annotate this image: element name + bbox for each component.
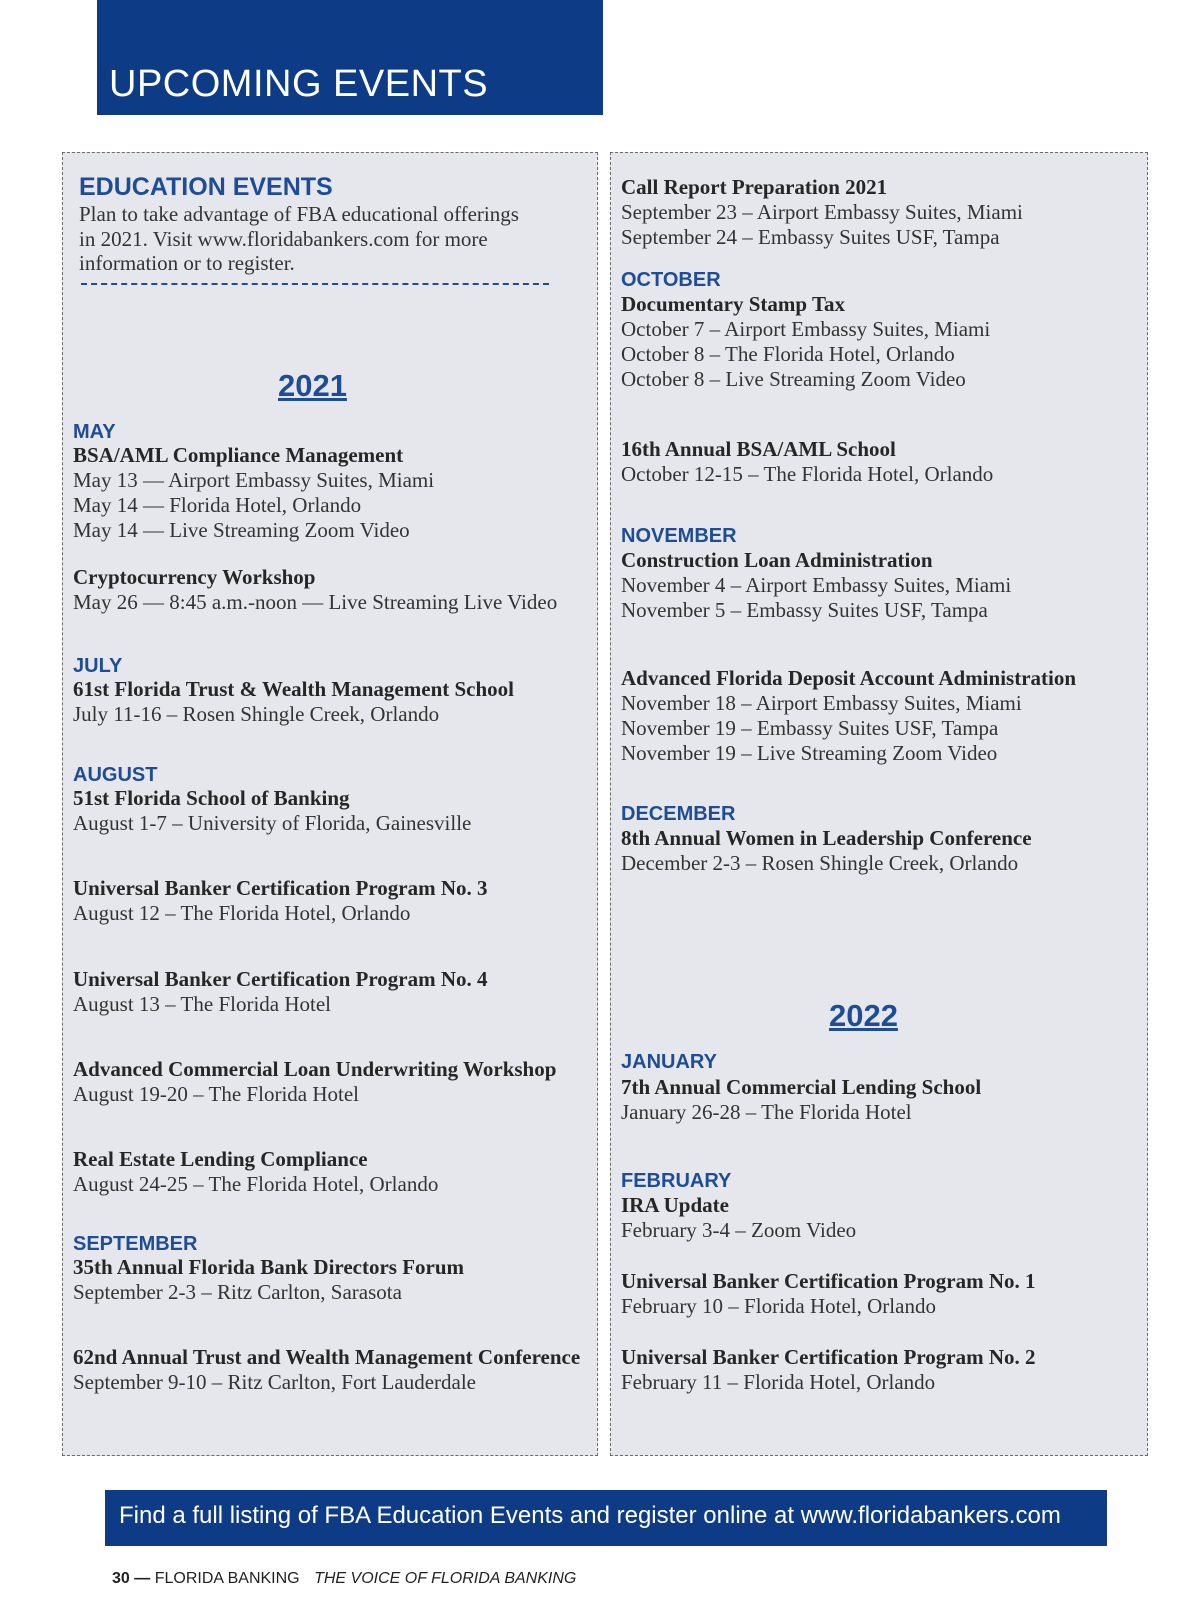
event-title: 51st Florida School of Banking [73, 786, 350, 810]
event-item [73, 1057, 556, 1107]
month-august: AUGUST [73, 764, 158, 786]
event-detail: December 2-3 – Rosen Shingle Creek, Orlando [621, 851, 1019, 875]
event-item [73, 677, 514, 727]
month-september: SEPTEMBER [73, 1233, 198, 1255]
intro-line-1: Plan to take advantage of FBA educational offerings [79, 202, 519, 226]
event-item [621, 437, 993, 487]
event-item [73, 1255, 464, 1305]
page-footer [112, 1570, 576, 1588]
event-item [621, 548, 1011, 623]
event-detail: August 1-7 – University of Florida, Gainesville [73, 811, 472, 835]
event-detail: May 14 — Live Streaming Zoom Video [73, 518, 410, 542]
section-divider [81, 283, 549, 285]
event-detail: August 24-25 – The Florida Hotel, Orlando [73, 1172, 439, 1196]
event-detail: November 5 – Embassy Suites USF, Tampa [621, 598, 988, 622]
event-title: BSA/AML Compliance Management [73, 443, 404, 467]
event-item [621, 826, 1032, 876]
event-detail: November 19 – Live Streaming Zoom Video [621, 741, 998, 765]
month-november: NOVEMBER [621, 525, 737, 547]
month-may: MAY [73, 421, 116, 443]
event-item [73, 443, 434, 543]
event-detail: January 26-28 – The Florida Hotel [621, 1100, 912, 1124]
event-detail: August 13 – The Florida Hotel [73, 992, 332, 1016]
event-detail: October 8 – The Florida Hotel, Orlando [621, 342, 955, 366]
publication-name: FLORIDA BANKING [154, 1570, 300, 1587]
event-item [73, 876, 488, 926]
event-detail: October 8 – Live Streaming Zoom Video [621, 367, 966, 391]
event-title: 62nd Annual Trust and Wealth Management Conference [73, 1345, 581, 1369]
event-detail: August 19-20 – The Florida Hotel [73, 1082, 360, 1106]
event-item [73, 1345, 580, 1395]
event-detail: May 14 — Florida Hotel, Orlando [73, 493, 362, 517]
event-detail: September 23 – Airport Embassy Suites, Miami [621, 200, 1023, 224]
page-number: 30 — [112, 1570, 151, 1587]
event-title: 8th Annual Women in Leadership Conference [621, 826, 1032, 850]
event-title: IRA Update [621, 1193, 729, 1217]
month-february: FEBRUARY [621, 1170, 732, 1192]
month-july: JULY [73, 655, 123, 677]
event-title: Universal Banker Certification Program No. 4 [73, 967, 488, 991]
publication-tagline: THE VOICE OF FLORIDA BANKING [314, 1570, 577, 1587]
event-title: 61st Florida Trust & Wealth Management School [73, 677, 514, 701]
education-events-heading: EDUCATION EVENTS [79, 173, 333, 201]
event-title: Construction Loan Administration [621, 548, 933, 572]
event-detail: September 9-10 – Ritz Carlton, Fort Lauderdale [73, 1370, 476, 1394]
event-item [73, 786, 471, 836]
event-detail: October 7 – Airport Embassy Suites, Miami [621, 317, 991, 341]
event-title: 35th Annual Florida Bank Directors Forum [73, 1255, 465, 1279]
event-title: Cryptocurrency Workshop [73, 565, 316, 589]
event-item [621, 175, 1023, 250]
event-item [621, 292, 990, 392]
event-title: Advanced Florida Deposit Account Administration [621, 666, 1077, 690]
event-detail: February 10 – Florida Hotel, Orlando [621, 1294, 936, 1318]
event-item [621, 1075, 981, 1125]
event-detail: November 4 – Airport Embassy Suites, Miami [621, 573, 1012, 597]
event-detail: February 3-4 – Zoom Video [621, 1218, 857, 1242]
left-column-panel [62, 152, 598, 1456]
event-item [621, 1345, 1036, 1395]
intro-line-3: information or to register. [79, 251, 295, 275]
event-item [621, 1193, 856, 1243]
month-december: DECEMBER [621, 803, 736, 825]
month-january: JANUARY [621, 1051, 717, 1073]
event-item [73, 565, 557, 615]
event-detail: February 11 – Florida Hotel, Orlando [621, 1370, 936, 1394]
event-detail: May 13 — Airport Embassy Suites, Miami [73, 468, 435, 492]
event-item [621, 1269, 1036, 1319]
right-column-panel [610, 152, 1148, 1456]
year-heading-2021: 2021 [278, 368, 347, 403]
event-item [73, 1147, 438, 1197]
event-item [73, 967, 488, 1017]
event-title: Real Estate Lending Compliance [73, 1147, 368, 1171]
event-detail: November 19 – Embassy Suites USF, Tampa [621, 716, 999, 740]
month-october: OCTOBER [621, 269, 721, 291]
event-detail: September 2-3 – Ritz Carlton, Sarasota [73, 1280, 402, 1304]
header-banner [97, 0, 603, 115]
footer-cta-bar [105, 1490, 1107, 1546]
event-detail: October 12-15 – The Florida Hotel, Orlando [621, 462, 994, 486]
event-title: Advanced Commercial Loan Underwriting Workshop [73, 1057, 557, 1081]
event-title: Documentary Stamp Tax [621, 292, 846, 316]
event-detail: August 12 – The Florida Hotel, Orlando [73, 901, 411, 925]
event-detail: September 24 – Embassy Suites USF, Tampa [621, 225, 1000, 249]
event-title: Call Report Preparation 2021 [621, 175, 888, 199]
event-title: 16th Annual BSA/AML School [621, 437, 896, 461]
footer-cta-text: Find a full listing of FBA Education Events and register online at www.floridabankers.com [119, 1502, 1061, 1529]
event-detail: May 26 — 8:45 a.m.-noon — Live Streaming Live Video [73, 590, 558, 614]
event-title: 7th Annual Commercial Lending School [621, 1075, 982, 1099]
event-detail: July 11-16 – Rosen Shingle Creek, Orlando [73, 702, 440, 726]
year-heading-2022: 2022 [829, 998, 898, 1033]
event-title: Universal Banker Certification Program No. 2 [621, 1345, 1036, 1369]
event-detail: November 18 – Airport Embassy Suites, Miami [621, 691, 1022, 715]
intro-line-2: in 2021. Visit www.floridabankers.com for more [79, 227, 488, 251]
event-title: Universal Banker Certification Program No. 1 [621, 1269, 1036, 1293]
page-title: UPCOMING EVENTS [109, 63, 489, 105]
event-title: Universal Banker Certification Program No. 3 [73, 876, 488, 900]
event-item [621, 666, 1076, 766]
